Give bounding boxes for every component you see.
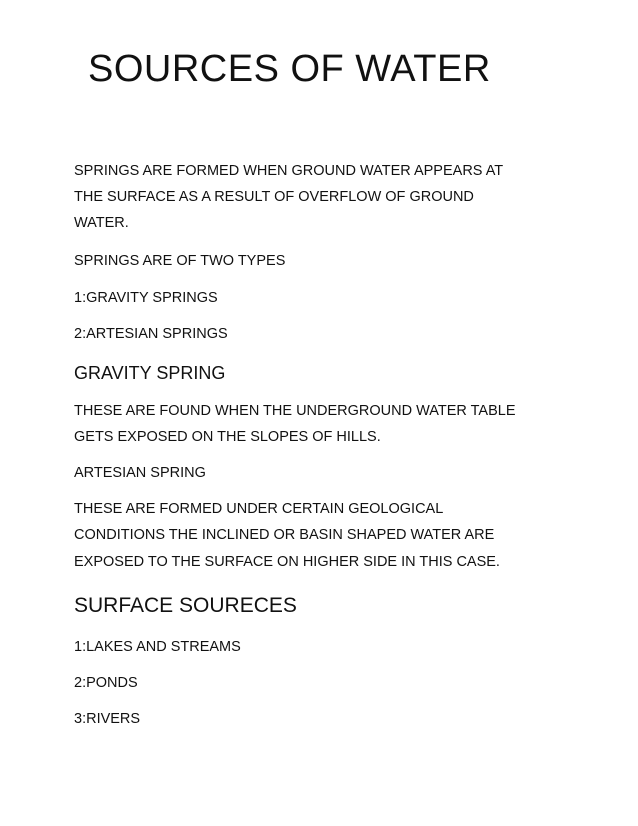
artesian-line-1: THESE ARE FORMED UNDER CERTAIN GEOLOGICAL [74,501,444,517]
type-item-gravity: 1:GRAVITY SPRINGS [74,290,218,306]
types-intro: SPRINGS ARE OF TWO TYPES [74,253,286,269]
gravity-line-2: GETS EXPOSED ON THE SLOPES OF HILLS. [74,429,381,445]
type-item-artesian: 2:ARTESIAN SPRINGS [74,326,228,342]
intro-line-3: WATER. [74,215,129,231]
gravity-spring-heading: GRAVITY SPRING [74,363,226,383]
gravity-line-1: THESE ARE FOUND WHEN THE UNDERGROUND WATER TABLE [74,403,516,419]
intro-line-2: THE SURFACE AS A RESULT OF OVERFLOW OF GROUND [74,189,474,205]
artesian-spring-heading: ARTESIAN SPRING [74,465,206,481]
surface-item-ponds: 2:PONDS [74,675,138,691]
artesian-line-2: CONDITIONS THE INCLINED OR BASIN SHAPED WATER ARE [74,527,495,543]
surface-sources-heading: SURFACE SOURECES [74,594,297,617]
artesian-line-3: EXPOSED TO THE SURFACE ON HIGHER SIDE IN THIS CASE. [74,554,500,570]
surface-item-lakes: 1:LAKES AND STREAMS [74,639,241,655]
page-title: SOURCES OF WATER [88,48,491,90]
intro-line-1: SPRINGS ARE FORMED WHEN GROUND WATER APPEARS AT [74,163,504,179]
surface-item-rivers: 3:RIVERS [74,711,141,727]
